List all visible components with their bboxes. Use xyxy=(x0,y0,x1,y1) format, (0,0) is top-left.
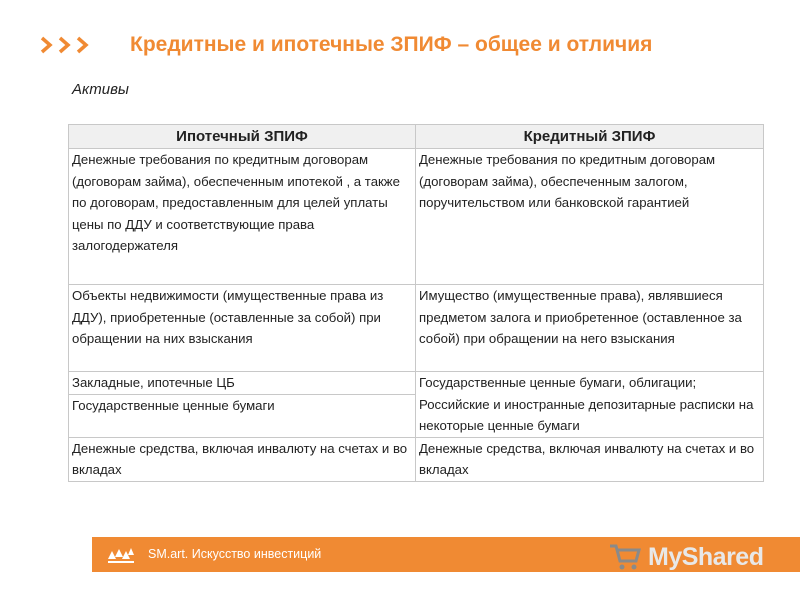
comparison-table xyxy=(68,124,764,482)
footer-text: SM.art. Искусство инвестиций xyxy=(148,547,322,561)
cell-credit: Денежные средства, включая инвалюту на счетах и во вкладах xyxy=(416,437,764,481)
title-arrows-icon xyxy=(40,34,104,56)
table-row xyxy=(69,149,764,285)
cell-mortgage: Закладные, ипотечные ЦБ xyxy=(69,372,416,395)
cell-mortgage: Денежные требования по кредитным договорам (договорам займа), обеспеченным ипотекой , а также по договорам, предоставленным для целей уплаты цены по ДДУ и соответствующие права залогодержателя xyxy=(69,149,416,285)
cell-credit: Государственные ценные бумаги, облигации; Российские и иностранные депозитарные расписки на некоторые ценные бумаги xyxy=(416,372,764,438)
table-row xyxy=(69,437,764,481)
column-header-mortgage: Ипотечный ЗПИФ xyxy=(69,125,416,149)
watermark-text: MyShared xyxy=(648,542,764,571)
watermark xyxy=(608,541,763,573)
table-row xyxy=(69,372,764,395)
sm-art-logo-icon xyxy=(106,545,136,565)
cell-credit: Имущество (имущественные права), являвшиеся предметом залога и приобретенное (оставленное за собой) при обращении на него взыскания xyxy=(416,285,764,372)
cell-mortgage: Объекты недвижимости (имущественные права из ДДУ), приобретенные (оставленные за собой) при обращении на них взыскания xyxy=(69,285,416,372)
page-title: Кредитные и ипотечные ЗПИФ – общее и отличия xyxy=(130,33,653,56)
table-header-row xyxy=(69,125,764,149)
shopping-cart-icon xyxy=(608,543,642,571)
cell-mortgage: Государственные ценные бумаги xyxy=(69,394,416,437)
cell-mortgage: Денежные средства, включая инвалюту на счетах и во вкладах xyxy=(69,437,416,481)
section-subtitle: Активы xyxy=(72,81,129,98)
column-header-credit: Кредитный ЗПИФ xyxy=(416,125,764,149)
cell-credit: Денежные требования по кредитным договорам (договорам займа), обеспеченным залогом, поручительством или банковской гарантией xyxy=(416,149,764,285)
table-row xyxy=(69,285,764,372)
